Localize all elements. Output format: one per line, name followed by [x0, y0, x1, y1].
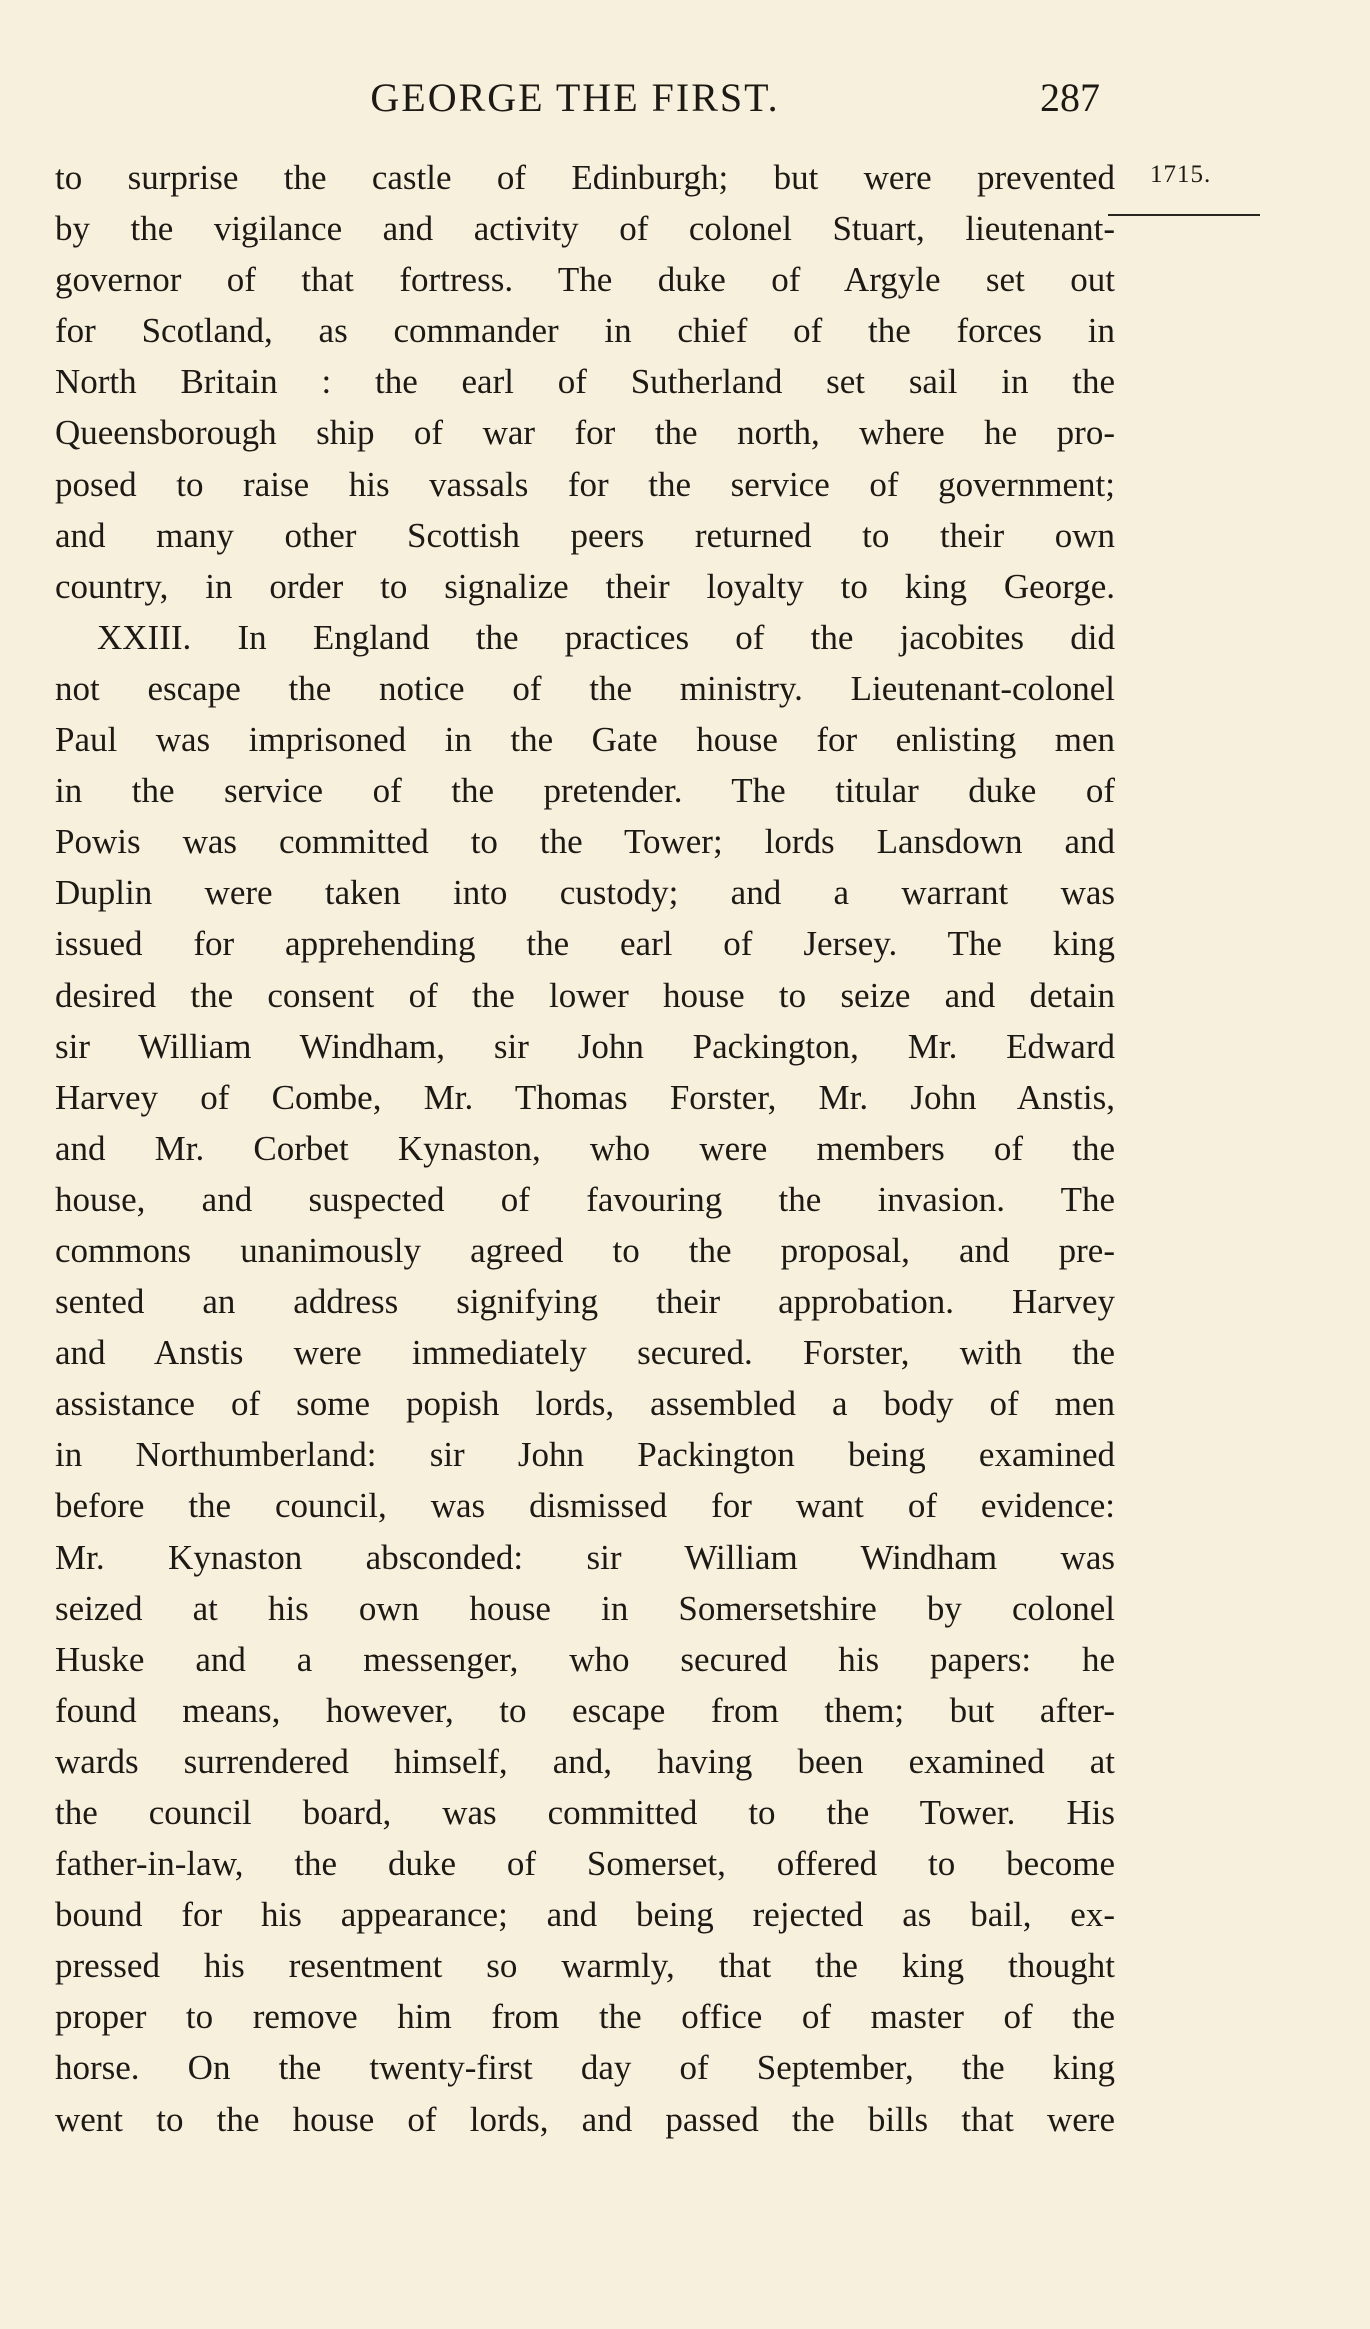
text-line: before the council, was dismissed for want of evidence: [55, 1486, 1115, 1526]
text-line: by the vigilance and activity of colonel Stuart, lieutenant- [55, 209, 1115, 249]
text-line: found means, however, to escape from them; but after- [55, 1690, 1115, 1730]
text-line: not escape the notice of the ministry. Lieutenant-colonel [55, 668, 1115, 708]
page-number: 287 [1040, 75, 1100, 120]
text-line: sented an address signifying their approbation. Harvey [55, 1282, 1115, 1322]
text-line: and Mr. Corbet Kynaston, who were members of the [55, 1128, 1115, 1168]
text-line: seized at his own house in Somersetshire by colonel [55, 1588, 1115, 1628]
text-line: Huske and a messenger, who secured his papers: he [55, 1639, 1115, 1679]
text-line: house, and suspected of favouring the invasion. The [55, 1179, 1115, 1219]
text-line: sir William Windham, sir John Packington, Mr. Edward [55, 1026, 1115, 1066]
text-line: Harvey of Combe, Mr. Thomas Forster, Mr. John Anstis, [55, 1077, 1115, 1117]
text-line: and many other Scottish peers returned to their own [55, 515, 1115, 555]
text-line: horse. On the twenty-first day of September, the king [55, 2048, 1115, 2088]
text-line: father-in-law, the duke of Somerset, offered to become [55, 1844, 1115, 1884]
text-line: in the service of the pretender. The titular duke of [55, 771, 1115, 811]
text-line: bound for his appearance; and being rejected as bail, ex- [55, 1895, 1115, 1935]
text-line: North Britain : the earl of Sutherland set sail in the [55, 362, 1115, 402]
margin-year: 1715. [1150, 161, 1212, 188]
paragraph-end-line: country, in order to signalize their loyalty to king George. [55, 566, 1115, 606]
page-title: GEORGE THE FIRST. [370, 75, 780, 120]
paragraph-start-line: XXIII. In England the practices of the jacobites did [97, 617, 1115, 657]
body-text [55, 152, 1115, 2145]
text-line: went to the house of lords, and passed the bills that were [55, 2099, 1115, 2139]
text-line: wards surrendered himself, and, having been examined at [55, 1741, 1115, 1781]
text-line: issued for apprehending the earl of Jersey. The king [55, 924, 1115, 964]
text-line: posed to raise his vassals for the service of government; [55, 464, 1115, 504]
text-line: to surprise the castle of Edinburgh; but were prevented [55, 158, 1115, 197]
margin-rule [1108, 214, 1260, 216]
text-line: desired the consent of the lower house to seize and detain [55, 975, 1115, 1015]
text-line: assistance of some popish lords, assembled a body of men [55, 1384, 1115, 1424]
text-line: proper to remove him from the office of master of the [55, 1997, 1115, 2037]
text-line: Paul was imprisoned in the Gate house for enlisting men [55, 720, 1115, 760]
text-line: Powis was committed to the Tower; lords Lansdown and [55, 822, 1115, 862]
text-line: governor of that fortress. The duke of Argyle set out [55, 260, 1115, 300]
running-head [50, 70, 1100, 126]
text-line: Queensborough ship of war for the north, where he pro- [55, 413, 1115, 453]
text-line: Duplin were taken into custody; and a warrant was [55, 873, 1115, 913]
text-line: for Scotland, as commander in chief of the forces in [55, 311, 1115, 351]
text-line: and Anstis were immediately secured. Forster, with the [55, 1333, 1115, 1373]
text-line: in Northumberland: sir John Packington being examined [55, 1435, 1115, 1475]
text-line: commons unanimously agreed to the proposal, and pre- [55, 1230, 1115, 1270]
text-line: Mr. Kynaston absconded: sir William Windham was [55, 1537, 1115, 1577]
text-line: pressed his resentment so warmly, that the king thought [55, 1946, 1115, 1986]
text-line: the council board, was committed to the Tower. His [55, 1793, 1115, 1832]
